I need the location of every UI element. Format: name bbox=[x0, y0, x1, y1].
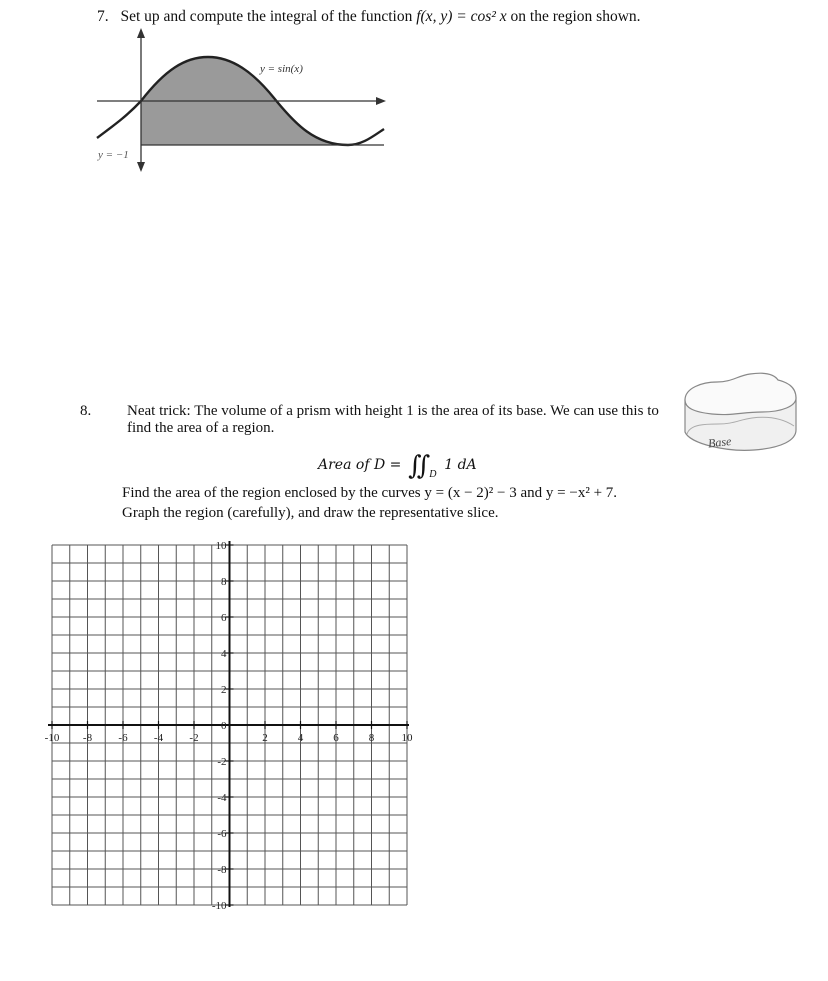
formula-label: Area of D = bbox=[318, 457, 402, 473]
y-tick-label: -10 bbox=[211, 900, 227, 912]
y-tick-label: 4 bbox=[221, 648, 227, 660]
curve-label: y = sin(x) bbox=[260, 63, 303, 75]
x-tick-label: -4 bbox=[153, 732, 164, 744]
question-7-text-end: on the region shown. bbox=[510, 8, 641, 25]
x-tick-label: -6 bbox=[118, 732, 128, 744]
question-7-function: f(x, y) = cos² x bbox=[416, 8, 507, 25]
y-tick-label: 2 bbox=[221, 684, 227, 696]
y-tick-label: 6 bbox=[221, 612, 227, 624]
y-tick-label: -6 bbox=[217, 828, 227, 840]
x-tick-label: -10 bbox=[44, 732, 60, 744]
double-integral-symbol: ∬ bbox=[408, 451, 431, 480]
x-tick-label: 4 bbox=[297, 732, 304, 744]
question-8-find-text: Find the area of the region enclosed by the curves y = (x − 2)² − 3 and y = −x² + 7. bbox=[122, 485, 618, 501]
question-7-text-start: Set up and compute the integral of the function bbox=[120, 8, 413, 25]
prism-top bbox=[685, 373, 796, 414]
area-formula bbox=[318, 451, 477, 481]
y-tick-label: -2 bbox=[217, 756, 227, 768]
x-tick-label: 10 bbox=[401, 732, 413, 744]
question-7-number: 7. bbox=[97, 8, 109, 25]
x-tick-label: 8 bbox=[368, 732, 375, 744]
x-tick-label: 6 bbox=[333, 732, 339, 744]
y-tick-label: 8 bbox=[221, 576, 227, 588]
x-axis-arrow-icon bbox=[376, 97, 386, 105]
question-8-graph-text: Graph the region (carefully), and draw the representative slice. bbox=[122, 505, 499, 521]
y-axis-arrow-up-icon bbox=[137, 28, 145, 38]
y-tick-label: -4 bbox=[217, 792, 227, 804]
coordinate-grid bbox=[0, 530, 828, 920]
y-axis-arrow-down-icon bbox=[137, 162, 145, 172]
prism-illustration bbox=[682, 370, 800, 456]
sine-region-figure bbox=[0, 0, 828, 200]
x-tick-label: 2 bbox=[262, 732, 268, 744]
formula-integrand: 1 dA bbox=[444, 457, 477, 473]
x-tick-label: -2 bbox=[189, 732, 199, 744]
y-tick-label: 10 bbox=[215, 540, 227, 552]
question-8-number: 8. bbox=[80, 403, 92, 419]
x-tick-label: -8 bbox=[82, 732, 93, 744]
formula-domain: D bbox=[429, 469, 437, 480]
prism-base-label: Base bbox=[707, 434, 733, 451]
question-8-text: Neat trick: The volume of a prism with height 1 is the area of its base. We can use this to find the area of a region. bbox=[127, 403, 659, 436]
line-label: y = −1 bbox=[98, 149, 129, 161]
y-tick-label: -8 bbox=[217, 864, 227, 876]
y-tick-label: 0 bbox=[221, 720, 227, 732]
